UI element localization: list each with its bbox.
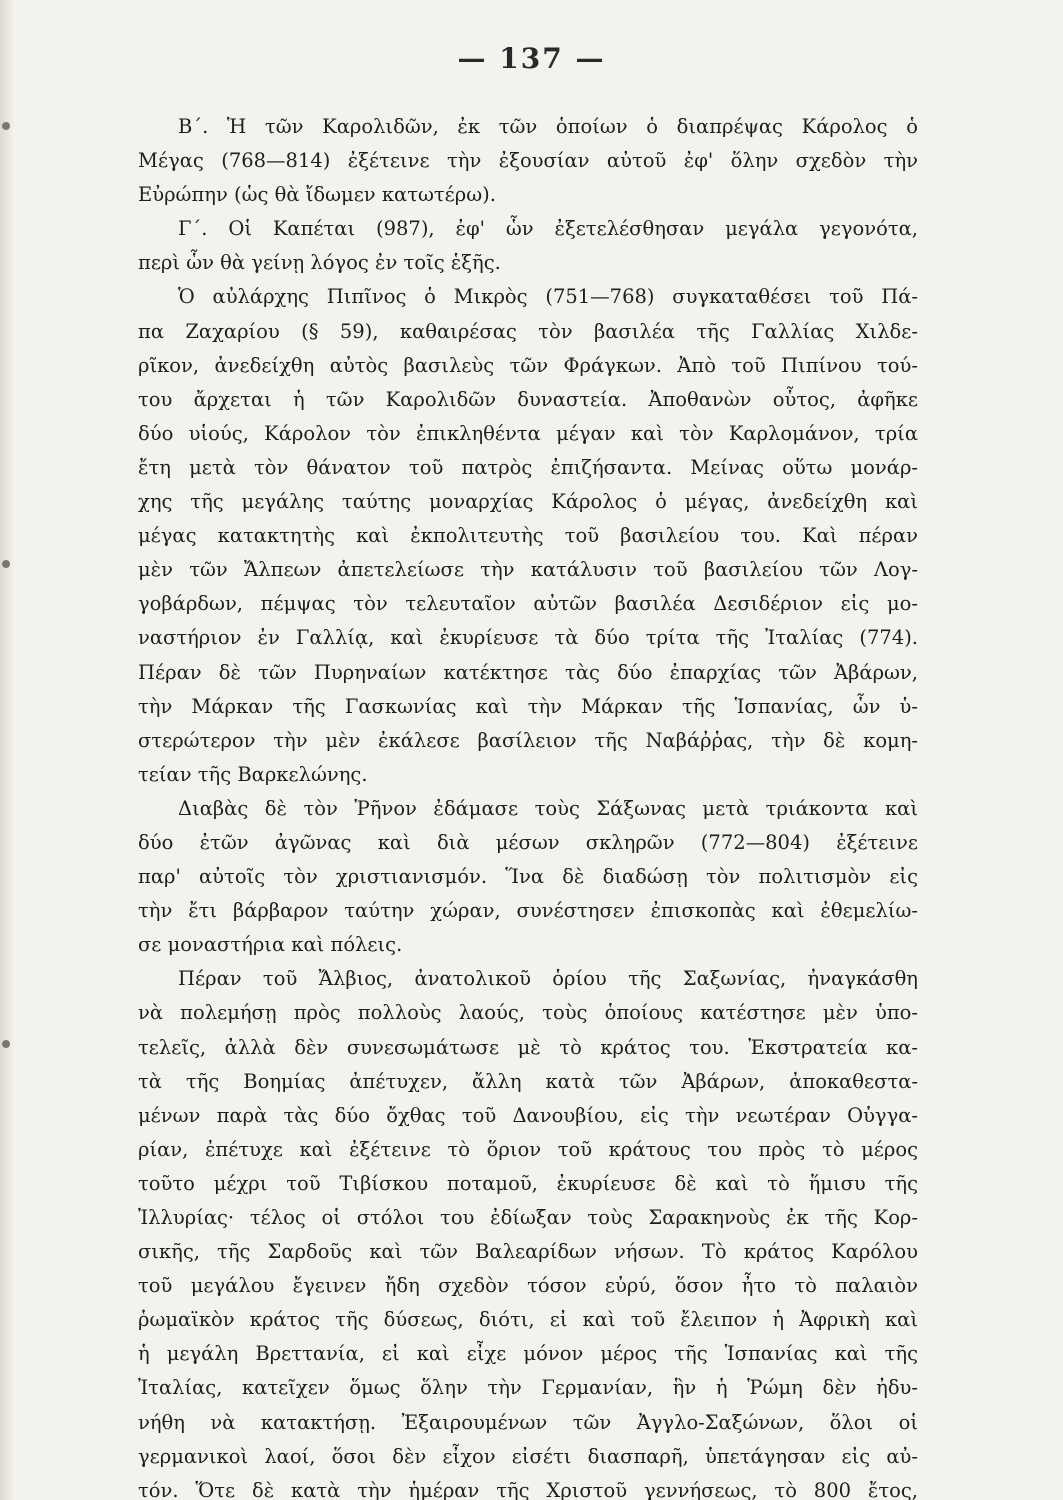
text-line: νὰ πολεμήσῃ πρὸς πολλοὺς λαούς, τοὺς ὁποίους κατέστησε μὲν ὑπο- bbox=[138, 1001, 918, 1025]
text-line: Ἰλλυρίας· τέλος οἱ στόλοι του ἐδίωξαν τοὺς Σαρακηνοὺς ἐκ τῆς Κορ- bbox=[138, 1206, 918, 1229]
text-line: τελεῖς, ἀλλὰ δὲν συνεσωμάτωσε μὲ τὸ κράτος του. Ἐκστρατεία κα- bbox=[138, 1035, 918, 1059]
text-line: Πέραν τοῦ Ἄλβιος, ἀνατολικοῦ ὁρίου τῆς Σαξωνίας, ἠναγκάσθη bbox=[178, 967, 918, 991]
text-line: πα Ζαχαρίου (§ 59), καθαιρέσας τὸν βασιλέα τῆς Γαλλίας Χιλδε- bbox=[138, 319, 918, 343]
text-line: τοῦ μεγάλου ἔγεινεν ἤδη σχεδὸν τόσον εὐρύ, ὅσον ἦτο τὸ παλαιὸν bbox=[138, 1274, 918, 1298]
text-line: ἡ μεγάλη Βρεττανία, εἰ καὶ εἶχε μόνον μέρος τῆς Ἱσπανίας καὶ τῆς bbox=[138, 1342, 918, 1366]
text-line: στερώτερον τὴν μὲν ἐκάλεσε βασίλειον τῆς Ναβάῤῥας, τὴν δὲ κομη- bbox=[138, 728, 918, 752]
text-line: του ἄρχεται ἡ τῶν Καρολιδῶν δυναστεία. Ἀποθανὼν οὗτος, ἀφῆκε bbox=[138, 387, 918, 411]
binding-stitch bbox=[2, 122, 10, 130]
text-line: νήθη νὰ κατακτήσῃ. Ἐξαιρουμένων τῶν Ἀγγλο-Σαξώνων, ὅλοι οἱ bbox=[138, 1410, 918, 1434]
text-line: μὲν τῶν Ἄλπεων ἀπετελείωσε τὴν κατάλυσιν τοῦ βασιλείου τῶν Λογ- bbox=[138, 558, 918, 582]
text-line: ναστήριον ἐν Γαλλίᾳ, καὶ ἐκυρίευσε τὰ δύο τρίτα τῆς Ἰταλίας (774). bbox=[138, 626, 918, 650]
text-line: δύο ἐτῶν ἀγῶνας καὶ διὰ μέσων σκληρῶν (772—804) ἐξέτεινε bbox=[138, 830, 918, 854]
text-line: χης τῆς μεγάλης ταύτης μοναρχίας Κάρολος ὁ μέγας, ἀνεδείχθη καὶ bbox=[138, 490, 918, 514]
text-line: Ἰταλίας, κατεῖχεν ὅμως ὅλην τὴν Γερμανίαν, ἣν ἡ Ῥώμη δὲν ἠδυ- bbox=[138, 1376, 918, 1400]
text-line: Ὁ αὐλάρχης Πιπῖνος ὁ Μικρὸς (751—768) συγκαταθέσει τοῦ Πά- bbox=[178, 285, 918, 309]
text-line: ρῖκον, ἀνεδείχθη αὐτὸς βασιλεὺς τῶν Φράγκων. Ἀπὸ τοῦ Πιπίνου τού- bbox=[138, 353, 918, 377]
text-line: γοβάρδων, πέμψας τὸν τελευταῖον αὐτῶν βασιλέα Δεσιδέριον εἰς μο- bbox=[138, 592, 918, 616]
binding-stitch bbox=[2, 1040, 10, 1048]
text-line: παρ' αὐτοῖς τὸν χριστιανισμόν. Ἵνα δὲ διαδώσῃ τὸν πολιτισμὸν εἰς bbox=[138, 865, 918, 889]
text-line: Πέραν δὲ τῶν Πυρηναίων κατέκτησε τὰς δύο ἐπαρχίας τῶν Ἀβάρων, bbox=[138, 660, 918, 684]
text-line: τὰ τῆς Βοημίας ἀπέτυχεν, ἄλλη κατὰ τῶν Ἀβάρων, ἀποκαθεστα- bbox=[138, 1069, 918, 1093]
text-line: δύο υἱούς, Κάρολον τὸν ἐπικληθέντα μέγαν καὶ τὸν Καρλομάνον, τρία bbox=[138, 421, 918, 445]
text-line: Εὐρώπην (ὡς θὰ ἴδωμεν κατωτέρω). bbox=[138, 183, 496, 207]
text-line: ῥωμαϊκὸν κράτος τῆς δύσεως, διότι, εἰ καὶ τοῦ ἔλειπον ἡ Ἀφρικὴ καὶ bbox=[138, 1308, 918, 1332]
text-line: Μέγας (768—814) ἐξέτεινε τὴν ἐξουσίαν αὐτοῦ ἐφ' ὅλην σχεδὸν τὴν bbox=[138, 149, 918, 173]
text-line: μέγας κατακτητὴς καὶ ἐκπολιτευτὴς τοῦ βασιλείου του. Καὶ πέραν bbox=[138, 524, 918, 548]
text-line: περὶ ὧν θὰ γείνῃ λόγος ἐν τοῖς ἑξῆς. bbox=[138, 251, 501, 275]
text-line: τείαν τῆς Βαρκελώνης. bbox=[138, 762, 368, 786]
text-line: σικῆς, τῆς Σαρδοῦς καὶ τῶν Βαλεαρίδων νήσων. Τὸ κράτος Καρόλου bbox=[138, 1240, 918, 1264]
text-line: Γ΄. Οἱ Καπέται (987), ἐφ' ὧν ἐξετελέσθησαν μεγάλα γεγονότα, bbox=[178, 217, 918, 241]
text-line: τὴν ἔτι βάρβαρον ταύτην χώραν, συνέστησεν ἐπισκοπὰς καὶ ἐθεμελίω- bbox=[138, 899, 918, 923]
text-line: μένων παρὰ τὰς δύο ὄχθας τοῦ Δανουβίου, εἰς τὴν νεωτέραν Οὑγγα- bbox=[138, 1103, 918, 1127]
page-number: — 137 — bbox=[457, 42, 606, 75]
body-text bbox=[138, 110, 918, 1500]
text-line: ἔτη μετὰ τὸν θάνατον τοῦ πατρὸς ἐπιζήσαντα. Μείνας οὕτω μονάρ- bbox=[138, 455, 918, 479]
text-line: ρίαν, ἐπέτυχε καὶ ἐξέτεινε τὸ ὅριον τοῦ κράτους του πρὸς τὸ μέρος bbox=[138, 1137, 918, 1161]
text-line: τόν. Ὅτε δὲ κατὰ τὴν ἡμέραν τῆς Χριστοῦ γεννήσεως, τὸ 800 ἔτος, bbox=[138, 1478, 918, 1500]
text-line: γερμανικοὶ λαοί, ὅσοι δὲν εἶχον εἰσέτι διασπαρῆ, ὑπετάγησαν εἰς αὐ- bbox=[138, 1444, 918, 1468]
text-line: σε μοναστήρια καὶ πόλεις. bbox=[138, 933, 403, 957]
text-line: Β΄. Ἡ τῶν Καρολιδῶν, ἐκ τῶν ὁποίων ὁ διαπρέψας Κάρολος ὁ bbox=[178, 115, 918, 138]
binding-stitch bbox=[2, 560, 10, 568]
text-line: Διαβὰς δὲ τὸν Ῥῆνον ἐδάμασε τοὺς Σάξωνας μετὰ τριάκοντα καὶ bbox=[178, 796, 918, 820]
text-line: τὴν Μάρκαν τῆς Γασκωνίας καὶ τὴν Μάρκαν τῆς Ἱσπανίας, ὧν ὑ- bbox=[138, 694, 918, 718]
text-line: τοῦτο μέχρι τοῦ Τιβίσκου ποταμοῦ, ἐκυρίευσε δὲ καὶ τὸ ἥμισυ τῆς bbox=[138, 1171, 918, 1195]
page-spine-shadow bbox=[0, 0, 14, 1500]
